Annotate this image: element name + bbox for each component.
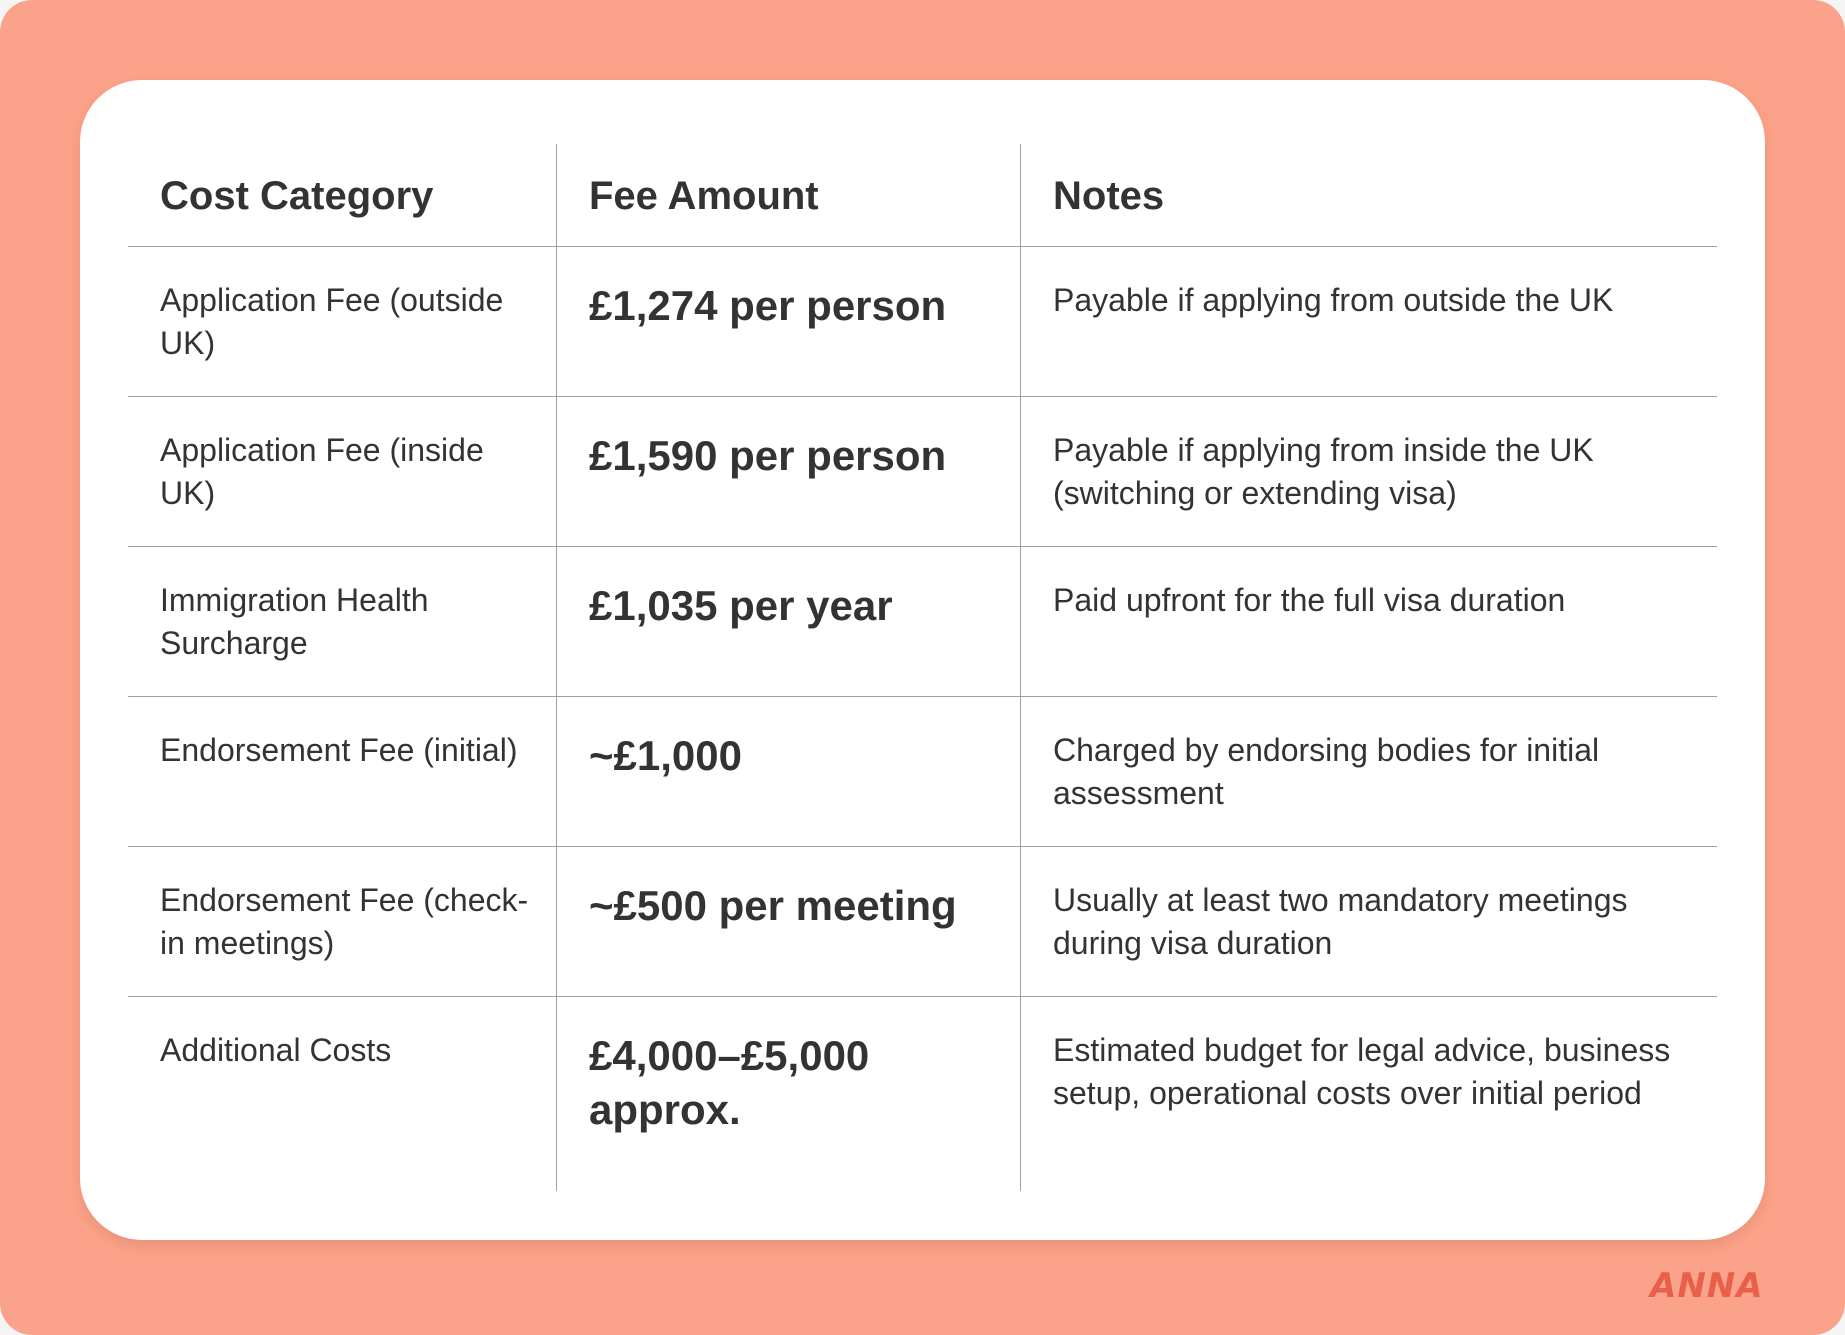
fee-table (128, 144, 1717, 1191)
header-divider (128, 246, 1717, 247)
notes-cell: Usually at least two mandatory meetings during visa duration (1053, 882, 1628, 961)
cost-category-cell: Endorsement Fee (initial) (160, 732, 518, 768)
notes-cell: Charged by endorsing bodies for initial assessment (1053, 732, 1600, 811)
row-divider (128, 846, 1717, 847)
notes-cell: Paid upfront for the full visa duration (1053, 582, 1566, 618)
notes-cell: Payable if applying from inside the UK (switching or extending visa) (1053, 432, 1594, 511)
anna-logo: ANNA (1650, 1266, 1764, 1306)
column-divider (1020, 144, 1021, 1191)
fee-amount-cell: £1,590 per person (589, 432, 947, 479)
row-divider (128, 696, 1717, 697)
fee-amount-cell: £1,035 per year (589, 582, 893, 629)
header-notes: Notes (1053, 174, 1165, 218)
header-cost-category: Cost Category (160, 174, 434, 218)
row-divider (128, 396, 1717, 397)
row-divider (128, 546, 1717, 547)
fee-amount-cell: ~£500 per meeting (589, 882, 957, 929)
cost-category-cell: Application Fee (outside UK) (160, 282, 504, 361)
header-fee-amount: Fee Amount (589, 174, 819, 218)
notes-cell: Payable if applying from outside the UK (1053, 282, 1614, 318)
fee-amount-cell: £1,274 per person (589, 282, 947, 329)
fee-amount-cell: ~£1,000 (589, 732, 742, 779)
row-divider (128, 996, 1717, 997)
cost-category-cell: Application Fee (inside UK) (160, 432, 484, 511)
fee-table-card (80, 80, 1765, 1240)
cost-category-cell: Endorsement Fee (check-in meetings) (160, 882, 529, 961)
notes-cell: Estimated budget for legal advice, business setup, operational costs over initial period (1053, 1032, 1671, 1111)
cost-category-cell: Immigration Health Surcharge (160, 582, 429, 661)
column-divider (556, 144, 557, 1191)
cost-category-cell: Additional Costs (160, 1032, 392, 1068)
fee-amount-cell: £4,000–£5,000 approx. (589, 1032, 870, 1133)
